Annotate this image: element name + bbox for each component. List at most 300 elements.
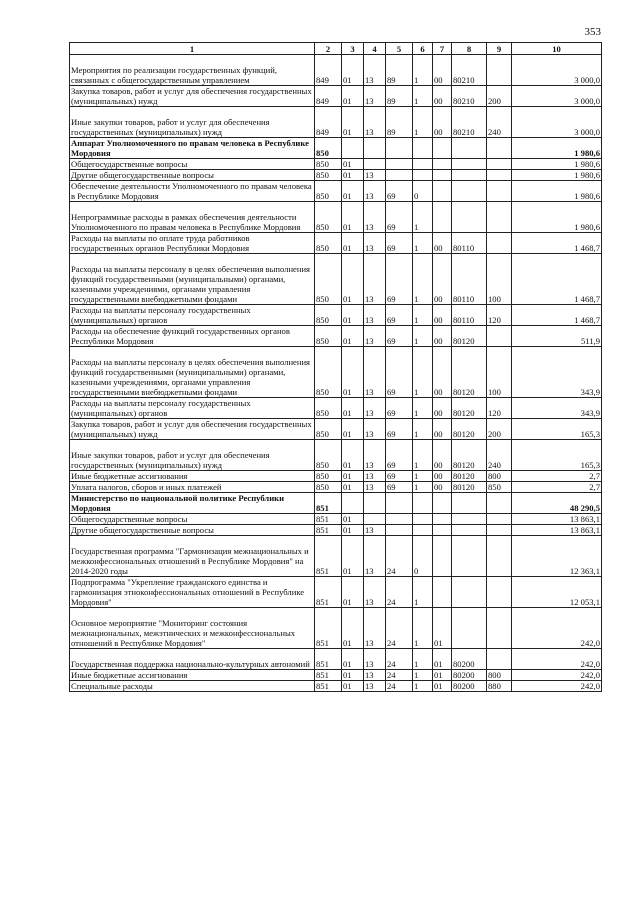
amount-cell: 1 468,7 (512, 305, 602, 326)
amount-cell: 1 468,7 (512, 233, 602, 254)
section-cell: 01 (342, 181, 364, 202)
activity-cell (433, 159, 452, 170)
subsection-cell (364, 138, 386, 159)
activity-cell: 00 (433, 440, 452, 471)
subprogram-cell: 1 (413, 305, 433, 326)
subsection-cell: 13 (364, 181, 386, 202)
section-cell: 01 (342, 170, 364, 181)
direction-cell: 80120 (452, 398, 487, 419)
table-row (70, 159, 602, 170)
subsection-cell: 13 (364, 326, 386, 347)
direction-cell (452, 536, 487, 577)
subprogram-cell: 1 (413, 577, 433, 608)
program-cell: 24 (386, 577, 413, 608)
activity-cell: 01 (433, 649, 452, 670)
expense-type-cell (487, 181, 512, 202)
ministry-code-cell: 851 (315, 670, 342, 681)
subsection-cell: 13 (364, 440, 386, 471)
program-cell (386, 159, 413, 170)
subprogram-cell: 1 (413, 471, 433, 482)
expense-type-cell: 850 (487, 482, 512, 493)
subprogram-cell: 1 (413, 670, 433, 681)
program-cell: 24 (386, 536, 413, 577)
activity-cell (433, 514, 452, 525)
subsection-cell: 13 (364, 419, 386, 440)
description-cell: Расходы на выплаты персоналу государственных (муниципальных) органов (70, 305, 315, 326)
expense-type-cell (487, 170, 512, 181)
subprogram-cell: 1 (413, 233, 433, 254)
activity-cell: 00 (433, 326, 452, 347)
subsection-cell: 13 (364, 305, 386, 326)
expense-type-cell (487, 138, 512, 159)
subprogram-cell: 1 (413, 608, 433, 649)
column-header: 2 (315, 43, 342, 55)
program-cell: 69 (386, 202, 413, 233)
direction-cell: 80210 (452, 107, 487, 138)
subprogram-cell: 1 (413, 202, 433, 233)
section-cell: 01 (342, 649, 364, 670)
section-cell: 01 (342, 608, 364, 649)
expense-type-cell (487, 649, 512, 670)
activity-cell (433, 577, 452, 608)
subprogram-cell: 1 (413, 482, 433, 493)
ministry-code-cell: 850 (315, 181, 342, 202)
direction-cell (452, 577, 487, 608)
table-row (70, 181, 602, 202)
subprogram-cell: 1 (413, 398, 433, 419)
activity-cell: 01 (433, 681, 452, 692)
section-cell: 01 (342, 398, 364, 419)
direction-cell (452, 159, 487, 170)
ministry-code-cell: 851 (315, 608, 342, 649)
budget-table (69, 42, 602, 692)
section-cell (342, 138, 364, 159)
expense-type-cell: 120 (487, 398, 512, 419)
subprogram-cell (413, 138, 433, 159)
amount-cell: 165,3 (512, 419, 602, 440)
subsection-cell: 13 (364, 55, 386, 86)
subsection-cell (364, 493, 386, 514)
table-row (70, 419, 602, 440)
program-cell: 69 (386, 233, 413, 254)
ministry-code-cell: 850 (315, 482, 342, 493)
section-cell: 01 (342, 159, 364, 170)
table-row (70, 493, 602, 514)
activity-cell (433, 181, 452, 202)
activity-cell (433, 138, 452, 159)
ministry-code-cell: 851 (315, 649, 342, 670)
description-cell: Министерство по национальной политике Республики Мордовия (70, 493, 315, 514)
direction-cell: 80110 (452, 305, 487, 326)
description-cell: Расходы на выплаты персоналу в целях обеспечения выполнения функций государственными (муниципальными) органами, казенными учреждениями, органами управления государственными внебюджетными фондами (70, 347, 315, 398)
program-cell: 69 (386, 440, 413, 471)
subprogram-cell (413, 170, 433, 181)
section-cell (342, 493, 364, 514)
column-header: 10 (512, 43, 602, 55)
description-cell: Основное мероприятие "Мониторинг состояния межнациональных, межэтнических и межконфессиональных отношений в Республике Мордовия" (70, 608, 315, 649)
column-header: 3 (342, 43, 364, 55)
program-cell: 69 (386, 254, 413, 305)
table-row (70, 577, 602, 608)
section-cell: 01 (342, 202, 364, 233)
program-cell: 89 (386, 107, 413, 138)
ministry-code-cell: 850 (315, 398, 342, 419)
description-cell: Расходы на выплаты по оплате труда работников государственных органов Республики Мордовия (70, 233, 315, 254)
description-cell: Иные бюджетные ассигнования (70, 471, 315, 482)
section-cell: 01 (342, 577, 364, 608)
expense-type-cell (487, 577, 512, 608)
table-row (70, 326, 602, 347)
table-row (70, 347, 602, 398)
program-cell: 69 (386, 181, 413, 202)
ministry-code-cell: 851 (315, 514, 342, 525)
subsection-cell: 13 (364, 670, 386, 681)
direction-cell: 80120 (452, 440, 487, 471)
description-cell: Расходы на выплаты персоналу в целях обеспечения выполнения функций государственными (муниципальными) органами, казенными учреждениями, органами управления государственными внебюджетными фондами (70, 254, 315, 305)
ministry-code-cell: 850 (315, 419, 342, 440)
subsection-cell: 13 (364, 86, 386, 107)
subsection-cell: 13 (364, 536, 386, 577)
subprogram-cell (413, 525, 433, 536)
program-cell: 69 (386, 305, 413, 326)
description-cell: Государственная поддержка национально-культурных автономий (70, 649, 315, 670)
ministry-code-cell: 851 (315, 536, 342, 577)
subprogram-cell: 1 (413, 254, 433, 305)
direction-cell: 80200 (452, 681, 487, 692)
direction-cell (452, 514, 487, 525)
description-cell: Расходы на выплаты персоналу государственных (муниципальных) органов (70, 398, 315, 419)
table-row (70, 107, 602, 138)
ministry-code-cell: 851 (315, 493, 342, 514)
subprogram-cell: 1 (413, 681, 433, 692)
amount-cell: 1 980,6 (512, 138, 602, 159)
subsection-cell: 13 (364, 525, 386, 536)
subprogram-cell: 1 (413, 440, 433, 471)
description-cell: Иные закупки товаров, работ и услуг для обеспечения государственных (муниципальных) нужд (70, 440, 315, 471)
ministry-code-cell: 850 (315, 159, 342, 170)
amount-cell: 242,0 (512, 670, 602, 681)
expense-type-cell (487, 233, 512, 254)
table-row (70, 170, 602, 181)
subprogram-cell: 0 (413, 181, 433, 202)
direction-cell: 80110 (452, 233, 487, 254)
expense-type-cell (487, 514, 512, 525)
ministry-code-cell: 850 (315, 254, 342, 305)
table-row (70, 514, 602, 525)
activity-cell: 00 (433, 398, 452, 419)
column-header: 9 (487, 43, 512, 55)
subsection-cell: 13 (364, 482, 386, 493)
direction-cell (452, 170, 487, 181)
section-cell: 01 (342, 107, 364, 138)
table-row (70, 471, 602, 482)
program-cell (386, 170, 413, 181)
ministry-code-cell: 850 (315, 138, 342, 159)
subsection-cell: 13 (364, 608, 386, 649)
section-cell: 01 (342, 419, 364, 440)
ministry-code-cell: 849 (315, 55, 342, 86)
section-cell: 01 (342, 86, 364, 107)
program-cell: 69 (386, 347, 413, 398)
amount-cell: 1 980,6 (512, 181, 602, 202)
expense-type-cell (487, 55, 512, 86)
subprogram-cell: 1 (413, 107, 433, 138)
ministry-code-cell: 849 (315, 107, 342, 138)
direction-cell: 80200 (452, 649, 487, 670)
expense-type-cell (487, 202, 512, 233)
amount-cell: 511,9 (512, 326, 602, 347)
subprogram-cell: 1 (413, 347, 433, 398)
direction-cell (452, 493, 487, 514)
expense-type-cell (487, 159, 512, 170)
table-row (70, 482, 602, 493)
amount-cell: 1 468,7 (512, 254, 602, 305)
description-cell: Непрограммные расходы в рамках обеспечения деятельности Уполномоченного по правам человека в Республике Мордовия (70, 202, 315, 233)
amount-cell: 3 000,0 (512, 86, 602, 107)
program-cell: 69 (386, 419, 413, 440)
description-cell: Иные закупки товаров, работ и услуг для обеспечения государственных (муниципальных) нужд (70, 107, 315, 138)
ministry-code-cell: 850 (315, 471, 342, 482)
ministry-code-cell: 850 (315, 326, 342, 347)
ministry-code-cell: 849 (315, 86, 342, 107)
activity-cell: 01 (433, 608, 452, 649)
section-cell: 01 (342, 55, 364, 86)
activity-cell: 01 (433, 670, 452, 681)
direction-cell: 80110 (452, 254, 487, 305)
amount-cell: 2,7 (512, 482, 602, 493)
activity-cell: 00 (433, 305, 452, 326)
subsection-cell: 13 (364, 577, 386, 608)
section-cell: 01 (342, 347, 364, 398)
section-cell: 01 (342, 670, 364, 681)
activity-cell (433, 202, 452, 233)
description-cell: Иные бюджетные ассигнования (70, 670, 315, 681)
program-cell (386, 514, 413, 525)
description-cell: Подпрограмма "Укрепление гражданского единства и гармонизация этноконфессиональных отношений в Республике Мордовия" (70, 577, 315, 608)
column-header: 8 (452, 43, 487, 55)
ministry-code-cell: 850 (315, 305, 342, 326)
section-cell: 01 (342, 681, 364, 692)
expense-type-cell: 120 (487, 305, 512, 326)
ministry-code-cell: 850 (315, 202, 342, 233)
direction-cell (452, 138, 487, 159)
table-row (70, 86, 602, 107)
expense-type-cell: 200 (487, 419, 512, 440)
expense-type-cell: 100 (487, 254, 512, 305)
amount-cell: 242,0 (512, 649, 602, 670)
table-row (70, 608, 602, 649)
program-cell: 24 (386, 681, 413, 692)
table-row (70, 440, 602, 471)
description-cell: Уплата налогов, сборов и иных платежей (70, 482, 315, 493)
expense-type-cell: 240 (487, 107, 512, 138)
expense-type-cell (487, 536, 512, 577)
ministry-code-cell: 850 (315, 170, 342, 181)
expense-type-cell: 800 (487, 670, 512, 681)
amount-cell: 3 000,0 (512, 107, 602, 138)
description-cell: Обеспечение деятельности Уполномоченного по правам человека в Республике Мордовия (70, 181, 315, 202)
amount-cell: 12 363,1 (512, 536, 602, 577)
table-row (70, 670, 602, 681)
program-cell (386, 138, 413, 159)
table-row (70, 254, 602, 305)
subsection-cell: 13 (364, 254, 386, 305)
activity-cell: 00 (433, 254, 452, 305)
column-header: 6 (413, 43, 433, 55)
program-cell: 69 (386, 398, 413, 419)
subprogram-cell: 1 (413, 55, 433, 86)
description-cell: Мероприятия по реализации государственных функций, связанных с общегосударственным управлением (70, 55, 315, 86)
activity-cell: 00 (433, 482, 452, 493)
subsection-cell (364, 159, 386, 170)
activity-cell (433, 525, 452, 536)
section-cell: 01 (342, 536, 364, 577)
expense-type-cell: 100 (487, 347, 512, 398)
subsection-cell: 13 (364, 681, 386, 692)
table-body (70, 55, 602, 692)
table-row (70, 681, 602, 692)
activity-cell: 00 (433, 55, 452, 86)
amount-cell: 2,7 (512, 471, 602, 482)
program-cell: 24 (386, 670, 413, 681)
program-cell: 24 (386, 649, 413, 670)
activity-cell: 00 (433, 419, 452, 440)
subsection-cell: 13 (364, 649, 386, 670)
table-row (70, 305, 602, 326)
section-cell: 01 (342, 525, 364, 536)
program-cell: 89 (386, 55, 413, 86)
subsection-cell: 13 (364, 471, 386, 482)
amount-cell: 1 980,6 (512, 170, 602, 181)
direction-cell (452, 608, 487, 649)
subprogram-cell (413, 493, 433, 514)
table-row (70, 536, 602, 577)
activity-cell: 00 (433, 86, 452, 107)
subprogram-cell (413, 514, 433, 525)
activity-cell (433, 493, 452, 514)
amount-cell: 343,9 (512, 347, 602, 398)
expense-type-cell: 200 (487, 86, 512, 107)
description-cell: Другие общегосударственные вопросы (70, 170, 315, 181)
expense-type-cell (487, 525, 512, 536)
section-cell: 01 (342, 254, 364, 305)
direction-cell (452, 202, 487, 233)
section-cell: 01 (342, 440, 364, 471)
table-row (70, 202, 602, 233)
subprogram-cell: 0 (413, 536, 433, 577)
page-number: 353 (584, 26, 601, 38)
description-cell: Закупка товаров, работ и услуг для обеспечения государственных (муниципальных) нужд (70, 419, 315, 440)
subprogram-cell: 1 (413, 419, 433, 440)
amount-cell: 48 290,5 (512, 493, 602, 514)
section-cell: 01 (342, 471, 364, 482)
description-cell: Расходы на обеспечение функций государственных органов Республики Мордовия (70, 326, 315, 347)
description-cell: Другие общегосударственные вопросы (70, 525, 315, 536)
subsection-cell: 13 (364, 107, 386, 138)
column-header: 4 (364, 43, 386, 55)
ministry-code-cell: 850 (315, 347, 342, 398)
section-cell: 01 (342, 305, 364, 326)
description-cell: Аппарат Уполномоченного по правам человека в Республике Мордовия (70, 138, 315, 159)
ministry-code-cell: 850 (315, 233, 342, 254)
program-cell: 69 (386, 471, 413, 482)
activity-cell: 00 (433, 471, 452, 482)
subsection-cell: 13 (364, 398, 386, 419)
program-cell (386, 493, 413, 514)
section-cell: 01 (342, 326, 364, 347)
subsection-cell: 13 (364, 170, 386, 181)
amount-cell: 12 053,1 (512, 577, 602, 608)
expense-type-cell: 880 (487, 681, 512, 692)
subsection-cell (364, 514, 386, 525)
section-cell: 01 (342, 233, 364, 254)
ministry-code-cell: 851 (315, 525, 342, 536)
direction-cell (452, 525, 487, 536)
table-row (70, 55, 602, 86)
amount-cell: 1 980,6 (512, 202, 602, 233)
program-cell: 69 (386, 482, 413, 493)
table-row (70, 398, 602, 419)
direction-cell: 80200 (452, 670, 487, 681)
description-cell: Общегосударственные вопросы (70, 514, 315, 525)
subprogram-cell: 1 (413, 326, 433, 347)
expense-type-cell (487, 493, 512, 514)
amount-cell: 242,0 (512, 681, 602, 692)
activity-cell: 00 (433, 107, 452, 138)
subprogram-cell: 1 (413, 649, 433, 670)
subprogram-cell (413, 159, 433, 170)
amount-cell: 242,0 (512, 608, 602, 649)
table-row (70, 525, 602, 536)
direction-cell: 80210 (452, 55, 487, 86)
subprogram-cell: 1 (413, 86, 433, 107)
direction-cell: 80210 (452, 86, 487, 107)
column-header: 1 (70, 43, 315, 55)
amount-cell: 1 980,6 (512, 159, 602, 170)
table-row (70, 138, 602, 159)
section-cell: 01 (342, 482, 364, 493)
amount-cell: 3 000,0 (512, 55, 602, 86)
ministry-code-cell: 850 (315, 440, 342, 471)
amount-cell: 13 863,1 (512, 525, 602, 536)
expense-type-cell: 240 (487, 440, 512, 471)
table-row (70, 649, 602, 670)
direction-cell: 80120 (452, 419, 487, 440)
activity-cell: 00 (433, 233, 452, 254)
subsection-cell: 13 (364, 347, 386, 398)
header-row (70, 43, 602, 55)
subsection-cell: 13 (364, 233, 386, 254)
ministry-code-cell: 851 (315, 681, 342, 692)
description-cell: Общегосударственные вопросы (70, 159, 315, 170)
direction-cell (452, 181, 487, 202)
direction-cell: 80120 (452, 347, 487, 398)
direction-cell: 80120 (452, 482, 487, 493)
direction-cell: 80120 (452, 326, 487, 347)
amount-cell: 165,3 (512, 440, 602, 471)
ministry-code-cell: 851 (315, 577, 342, 608)
column-header: 7 (433, 43, 452, 55)
amount-cell: 13 863,1 (512, 514, 602, 525)
section-cell: 01 (342, 514, 364, 525)
program-cell: 89 (386, 86, 413, 107)
description-cell: Государственная программа "Гармонизация межнациональных и межконфессиональных отношений в Республике Мордовия" на 2014-2020 годы (70, 536, 315, 577)
amount-cell: 343,9 (512, 398, 602, 419)
program-cell: 24 (386, 608, 413, 649)
column-header: 5 (386, 43, 413, 55)
activity-cell (433, 536, 452, 577)
expense-type-cell (487, 608, 512, 649)
